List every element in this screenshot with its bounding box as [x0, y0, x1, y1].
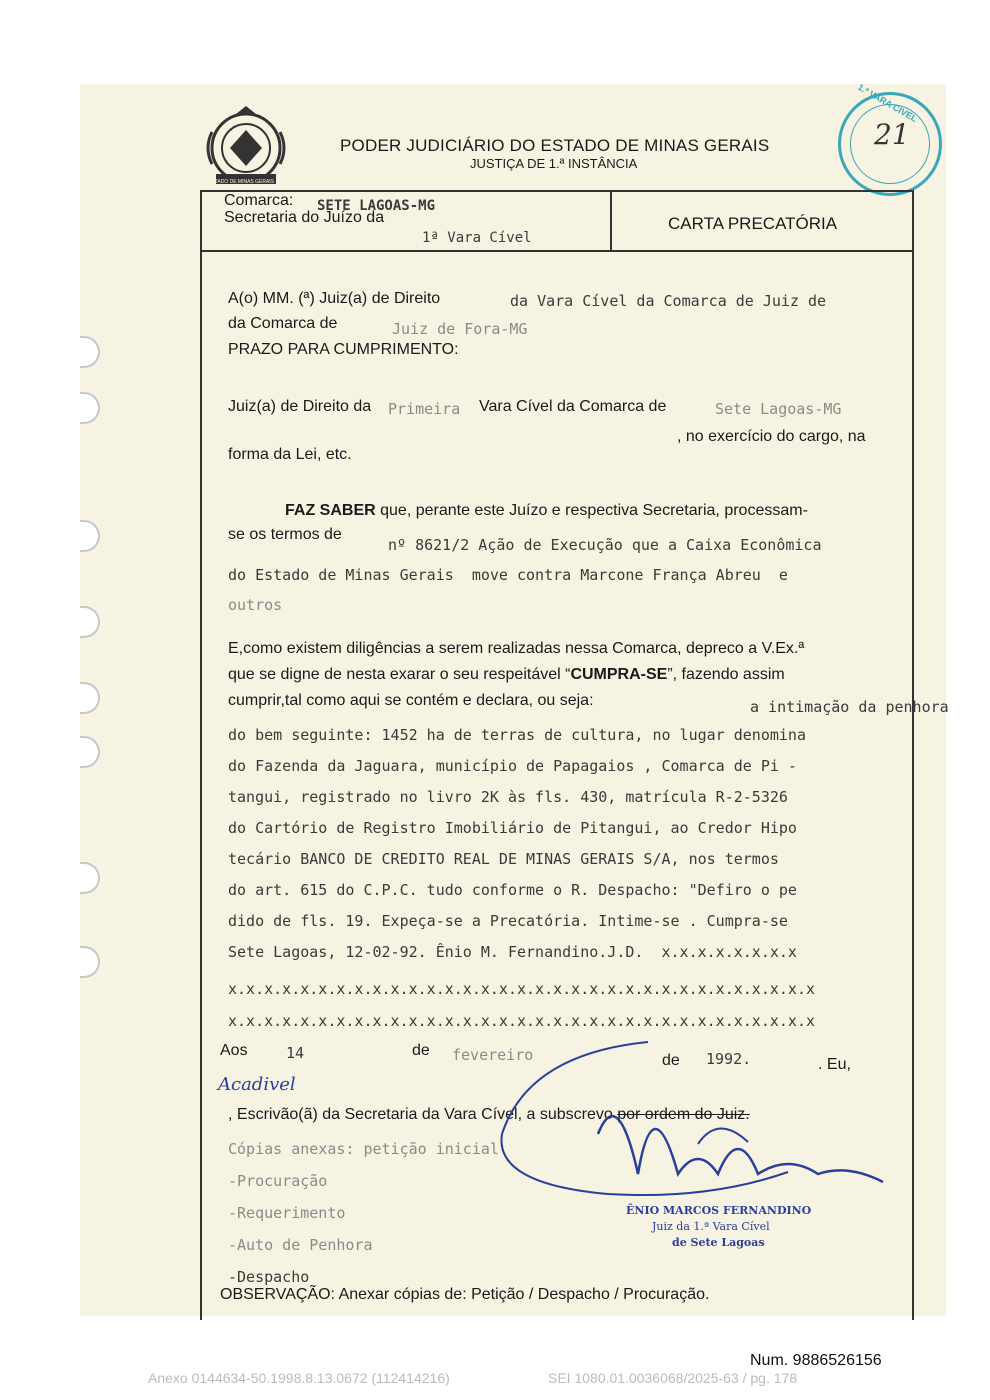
issuer-comarca: Sete Lagoas-MG [715, 400, 842, 418]
issuer-label: Juiz(a) de Direito da [228, 398, 372, 415]
judge-stamp-line3: de Sete Lagoas [672, 1236, 765, 1249]
date-aos: Aos [220, 1042, 248, 1059]
typed-line: a intimação da penhora [750, 698, 949, 716]
footer-anexo: Anexo 0144634-50.1998.8.13.0672 (112414216) [148, 1370, 450, 1386]
typed-line: do art. 615 do C.P.C. tudo conforme o R. Despacho: "Defiro o pe [228, 881, 797, 899]
stamp-text: 1.ª VARA CÍVEL [855, 81, 919, 125]
comarca-value: SETE LAGOAS-MG [317, 198, 436, 214]
date-year: 1992. [706, 1050, 752, 1068]
deprecation-line2 [228, 666, 785, 684]
typed-line: do Fazenda da Jaguara, município de Papagaios , Comarca de Pi - [228, 757, 797, 775]
issuer-line2: , no exercício do cargo, na [677, 428, 866, 445]
typed-line: -Despacho [228, 1268, 310, 1286]
typed-line: Sete Lagoas, 12-02-92. Ênio M. Fernandino.J.D. x.x.x.x.x.x.x.x [228, 943, 797, 961]
coat-text: ESTADO DE MINAS GERAIS [208, 179, 275, 185]
observacao: OBSERVAÇÃO: Anexar cópias de: Petição / Despacho / Procuração. [220, 1286, 710, 1303]
faz-saber-bold: FAZ SABER [285, 502, 376, 519]
typed-line: x.x.x.x.x.x.x.x.x.x.x.x.x.x.x.x.x.x.x.x.x.x.x.x.x.x.x.x.x.x.x.x.x [228, 980, 815, 998]
stamp-number: 21 [874, 118, 910, 151]
typed-line: outros [228, 596, 283, 614]
escrivao-signature: Acadivel [218, 1074, 296, 1095]
typed-line: do Cartório de Registro Imobiliário de Pitangui, ao Credor Hipo [228, 819, 797, 837]
deprecation-line2c: ”, fazendo assim [667, 666, 785, 683]
prazo-label: PRAZO PARA CUMPRIMENTO: [228, 341, 459, 358]
typed-line: x.x.x.x.x.x.x.x.x.x.x.x.x.x.x.x.x.x.x.x.x.x.x.x.x.x.x.x.x.x.x.x.x [228, 1012, 815, 1030]
typed-line: -Procuração [228, 1172, 328, 1190]
addressee-label: A(o) MM. (ª) Juiz(a) de Direito [228, 290, 441, 307]
judge-stamp-line1: ÊNIO MARCOS FERNANDINO [626, 1204, 812, 1217]
typed-line: do Estado de Minas Gerais move contra Marcone França Abreu e [228, 566, 788, 584]
secretaria-value: 1ª Vara Cível [422, 230, 532, 246]
comarca-label: Comarca: [224, 192, 294, 209]
faz-saber-text2: se os termos de [228, 526, 342, 543]
header-subtitle: JUSTIÇA DE 1.ª INSTÂNCIA [470, 156, 638, 171]
deprecation-line1: E,como existem diligências a serem realizadas nessa Comarca, depreco a V.Ex.ª [228, 640, 805, 657]
issuer-label-b: Vara Cível da Comarca de [479, 398, 667, 415]
typed-line: tangui, registrado no livro 2K às fls. 430, matrícula R-2-5326 [228, 788, 788, 806]
document-title: CARTA PRECATÓRIA [668, 214, 838, 233]
cumpra-se: CUMPRA-SE [570, 666, 668, 683]
typed-line: tecário BANCO DE CREDITO REAL DE MINAS GERAIS S/A, nos termos [228, 850, 779, 868]
typed-line: nº 8621/2 Ação de Execução que a Caixa Econômica [388, 536, 822, 554]
typed-line: do bem seguinte: 1452 ha de terras de cultura, no lugar denomina [228, 726, 806, 744]
document-sheet [80, 81, 949, 1316]
typed-line: -Requerimento [228, 1204, 346, 1222]
date-eu: . Eu, [818, 1056, 851, 1073]
date-de2: de [662, 1052, 680, 1069]
typed-line: Cópias anexas: petição inicial [228, 1140, 499, 1158]
escrivao-struck: por ordem do Juiz. [617, 1106, 750, 1123]
secretaria-label: Secretaria do Juízo da [224, 209, 385, 226]
footer-sei: SEI 1080.01.0036068/2025-63 / pg. 178 [548, 1370, 798, 1386]
date-month: fevereiro [452, 1046, 534, 1064]
header-title: PODER JUDICIÁRIO DO ESTADO DE MINAS GERAIS [340, 136, 770, 155]
addressee-value: da Vara Cível da Comarca de Juiz de [510, 292, 827, 310]
judge-stamp-line2: Juiz da 1.ª Vara Cível [652, 1220, 770, 1233]
addressee-comarca-value: Juiz de Fora-MG [392, 320, 528, 338]
typed-line: -Auto de Penhora [228, 1236, 373, 1254]
typed-line: dido de fls. 19. Expeça-se a Precatória. Intime-se . Cumpra-se [228, 912, 788, 930]
deprecation-line2a: que se digne de nesta exarar o seu respeitável “ [228, 666, 571, 683]
faz-saber-line [285, 502, 808, 520]
issuer-vara: Primeira [388, 400, 461, 418]
issuer-line3: forma da Lei, etc. [228, 446, 352, 463]
deprecation-line3: cumprir,tal como aqui se contém e declara, ou seja: [228, 692, 594, 709]
addressee-comarca-label: da Comarca de [228, 315, 338, 332]
date-day: 14 [286, 1044, 305, 1062]
date-de1: de [412, 1042, 430, 1059]
escrivao-text: , Escrivão(ã) da Secretaria da Vara Cível, a subscrevo [228, 1106, 613, 1123]
footer-num: Num. 9886526156 [750, 1352, 882, 1369]
header-box [200, 190, 914, 252]
faz-saber-text: que, perante este Juízo e respectiva Secretaria, processam- [375, 502, 808, 519]
